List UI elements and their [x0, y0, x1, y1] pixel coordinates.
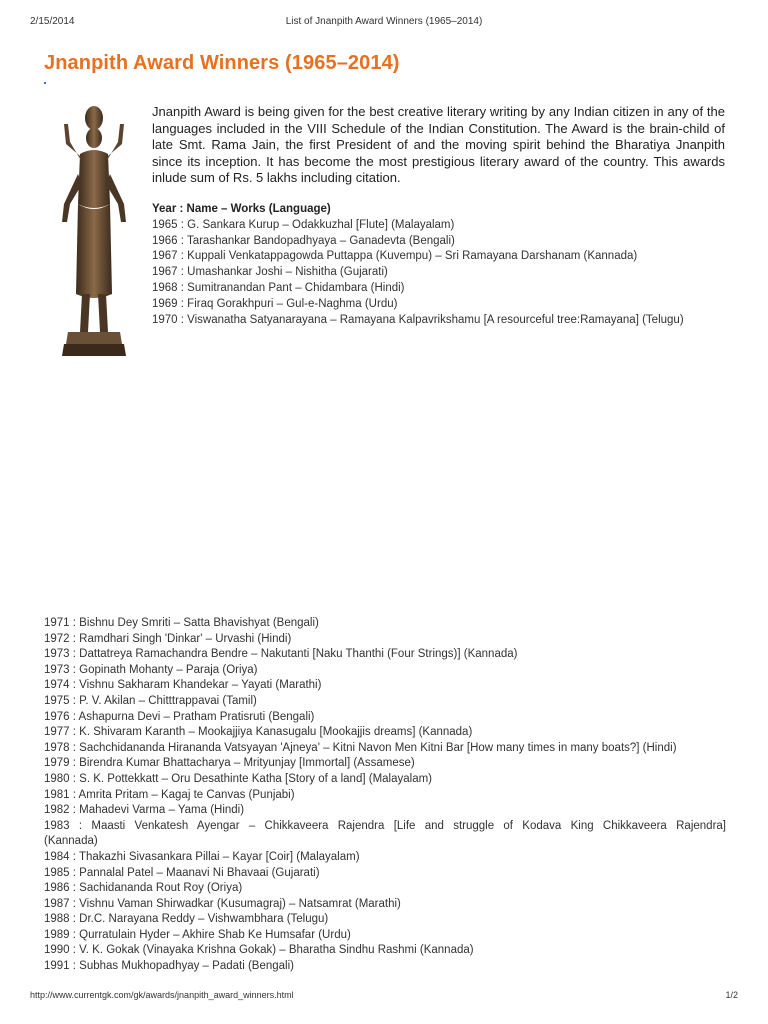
print-date: 2/15/2014: [30, 16, 75, 27]
winner-entry: 1987 : Vishnu Vaman Shirwadkar (Kusumagraj) – Natsamrat (Marathi): [44, 897, 401, 910]
list-heading: Year : Name – Works (Language): [152, 203, 331, 215]
page-number: 1/2: [725, 990, 738, 1000]
winner-entry: 1990 : V. K. Gokak (Vinayaka Krishna Gokak) – Bharatha Sindhu Rashmi (Kannada): [44, 944, 474, 957]
winners-list-bottom: [44, 616, 726, 975]
winner-entry: 1977 : K. Shivaram Karanth – Mookajjiya Kanasugalu [Mookajjis dreams] (Kannada): [44, 726, 473, 739]
winner-entry: 1989 : Qurratulain Hyder – Akhire Shab Ke Humsafar (Urdu): [44, 928, 351, 941]
winner-entry: 1975 : P. V. Akilan – Chitttrappavai (Tamil): [44, 694, 257, 707]
page-title: Jnanpith Award Winners (1965–2014): [44, 52, 400, 74]
winner-entry: 1967 : Umashankar Joshi – Nishitha (Gujarati): [152, 266, 388, 279]
winner-entry: 1985 : Pannalal Patel – Maanavi Ni Bhavaai (Gujarati): [44, 866, 320, 879]
winner-entry: 1984 : Thakazhi Sivasankara Pillai – Kayar [Coir] (Malayalam): [44, 850, 360, 863]
print-url: http://www.currentgk.com/gk/awards/jnanpith_award_winners.html: [30, 990, 294, 1000]
winner-entry-continuation: (Kannada): [44, 835, 98, 848]
winners-list-top: [152, 202, 752, 328]
winner-entry: 1971 : Bishnu Dey Smriti – Satta Bhavishyat (Bengali): [44, 617, 319, 629]
goddess-statue-image: [58, 104, 130, 360]
print-footer: [30, 990, 738, 1004]
intro-paragraph: Jnanpith Award is being given for the best creative literary writing by any Indian citizen in any of the languages included in the VIII Schedule of the Indian Constitution. The Award is the brain-child of late Smt. Rama Jain, the first President of and the moving spirit behind the Bharatiya Jnanpith since its inception. It has become the most prestigious literary award of the country. This awards inlude sum of Rs. 5 lakhs including citation.: [152, 104, 725, 186]
winner-entry: 1983 : Maasti Venkatesh Ayengar – Chikkaveera Rajendra [Life and struggle of Kodava King Chikkaveera Rajendra]: [44, 819, 726, 832]
winner-entry: 1978 : Sachchidananda Hiranandа Vatsyayan 'Ajneya' – Kitni Navon Men Kitni Bar [How many times in many boats?] (Hindi): [44, 741, 677, 754]
winner-entry: 1965 : G. Sankara Kurup – Odakkuzhal [Flute] (Malayalam): [152, 218, 455, 231]
winner-entry: 1967 : Kuppali Venkatappagowda Puttappa (Kuvempu) – Sri Ramayana Darshanam (Kannada): [152, 250, 638, 263]
winner-entry: 1979 : Birendra Kumar Bhattacharya – Mrityunjay [Immortal] (Assamese): [44, 757, 415, 770]
winner-entry: 1973 : Gopinath Mohanty – Paraja (Oriya): [44, 663, 258, 676]
winner-entry: 1988 : Dr.C. Narayana Reddy – Vishwambhara (Telugu): [44, 913, 329, 926]
winner-entry: 1972 : Ramdhari Singh 'Dinkar' – Urvashi (Hindi): [44, 632, 292, 645]
winner-entry: 1981 : Amrita Pritam – Kagaj te Canvas (Punjabi): [44, 788, 295, 801]
winner-entry: 1976 : Ashapurna Devi – Pratham Pratisruti (Bengali): [44, 710, 315, 723]
winner-entry: 1986 : Sachidananda Rout Roy (Oriya): [44, 882, 243, 895]
print-header: [30, 16, 738, 32]
winner-entry: 1980 : S. K. Pottekkatt – Oru Desathinte Katha [Story of a land] (Malayalam): [44, 772, 433, 785]
winner-entry: 1991 : Subhas Mukhopadhyay – Padati (Bengali): [44, 960, 294, 973]
winner-entry: 1974 : Vishnu Sakharam Khandekar – Yayati (Marathi): [44, 679, 322, 692]
winner-entry: 1968 : Sumitranandan Pant – Chidambara (Hindi): [152, 281, 405, 294]
print-page-title: List of Jnanpith Award Winners (1965–2014): [285, 16, 483, 27]
winner-entry: 1982 : Mahadevi Varma – Yama (Hindi): [44, 804, 245, 817]
winner-entry: 1969 : Firaq Gorakhpuri – Gul-e-Naghma (Urdu): [152, 297, 398, 310]
winner-entry: 1973 : Dattatreya Ramachandra Bendre – Nakutanti [Naku Thanthi (Four Strings)] (Kannada): [44, 648, 518, 661]
bullet-dot: [44, 82, 46, 84]
winner-entry: 1970 : Viswanatha Satyanarayana – Ramayana Kalpavrikshamu [A resourceful tree:Ramayana] (Telugu): [152, 313, 684, 326]
winner-entry: 1966 : Tarashankar Bandopadhyaya – Ganadevta (Bengali): [152, 234, 455, 247]
